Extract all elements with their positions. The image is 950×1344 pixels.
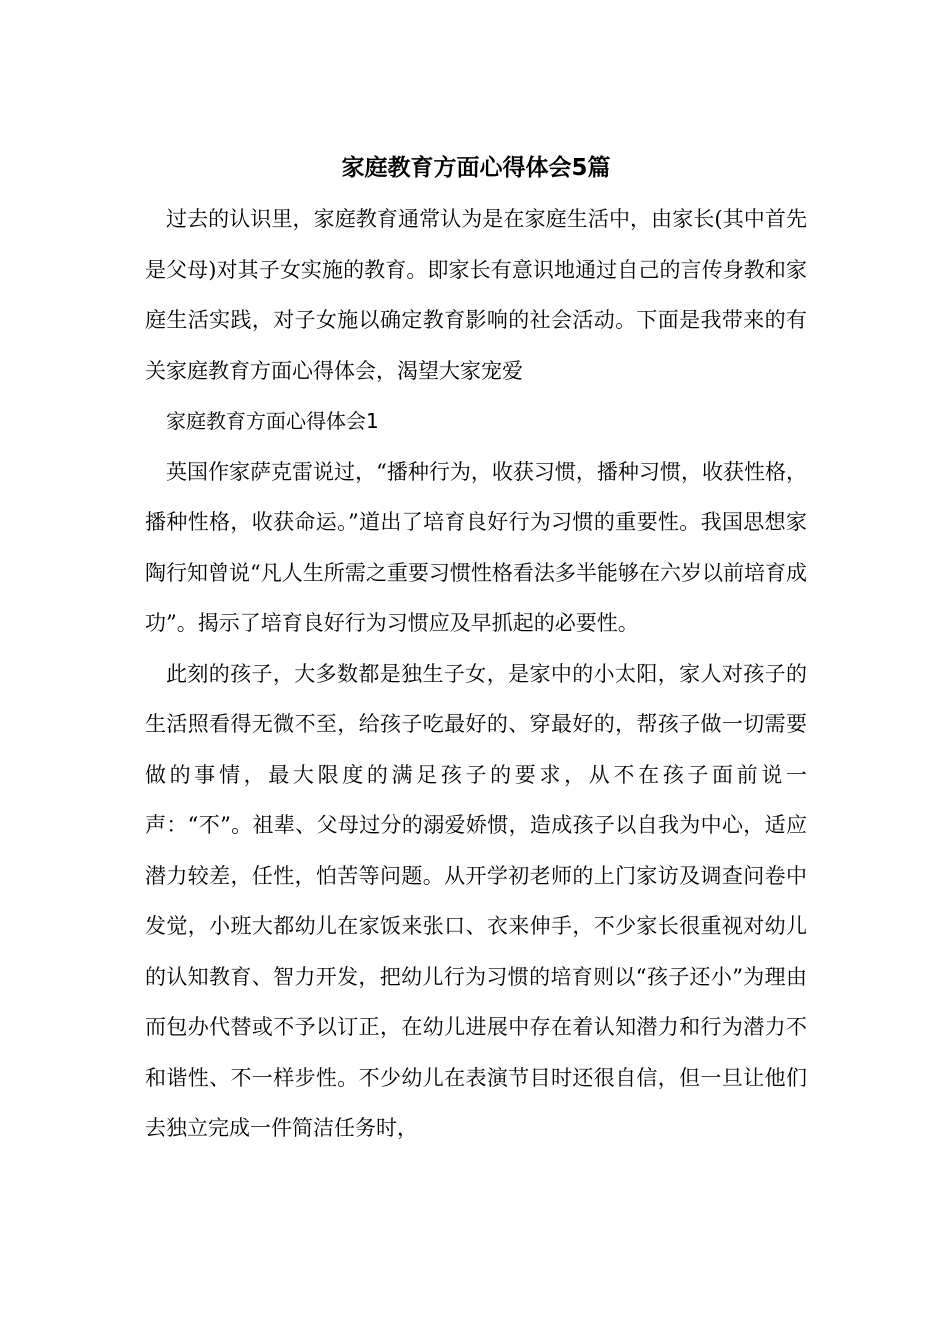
document-body	[145, 148, 807, 1154]
intro-paragraph: 过去的认识里，家庭教育通常认为是在家庭生活中，由家长(其中首先是父母)对其子女实施的教育。即家长有意识地通过自己的言传身教和家庭生活实践，对子女施以确定教育影响的社会活动。下面是我带来的有关家庭教育方面心得体会，渴望大家宠爱	[145, 207, 807, 383]
document-title: 家庭教育方面心得体会5篇	[341, 155, 611, 181]
body-paragraph-1: 英国作家萨克雷说过，“播种行为，收获习惯，播种习惯，收获性格，播种性格，收获命运。”道出了培育良好行为习惯的重要性。我国思想家陶行知曾说“凡人生所需之重要习惯性格看法多半能够在六岁以前培育成功”。揭示了培育良好行为习惯应及早抓起的必要性。	[145, 459, 807, 635]
section-heading: 家庭教育方面心得体会1	[166, 409, 379, 433]
body-paragraph-2: 此刻的孩子，大多数都是独生子女，是家中的小太阳，家人对孩子的生活照看得无微不至，给孩子吃最好的、穿最好的，帮孩子做一切需要做的事情，最大限度的满足孩子的要求，从不在孩子面前说一声：“不”。祖辈、父母过分的溺爱娇惯，造成孩子以自我为中心，适应潜力较差，任性，怕苦等问题。从开学初老师的上门家访及调查问卷中发觉，小班大都幼儿在家饭来张口、衣来伸手，不少家长很重视对幼儿的认知教育、智力开发，把幼儿行为习惯的培育则以“孩子还小”为理由而包办代替或不予以订正，在幼儿进展中存在着认知潜力和行为潜力不和谐性、不一样步性。不少幼儿在表演节目时还很自信，但一旦让他们去独立完成一件简洁任务时，	[145, 661, 807, 1140]
